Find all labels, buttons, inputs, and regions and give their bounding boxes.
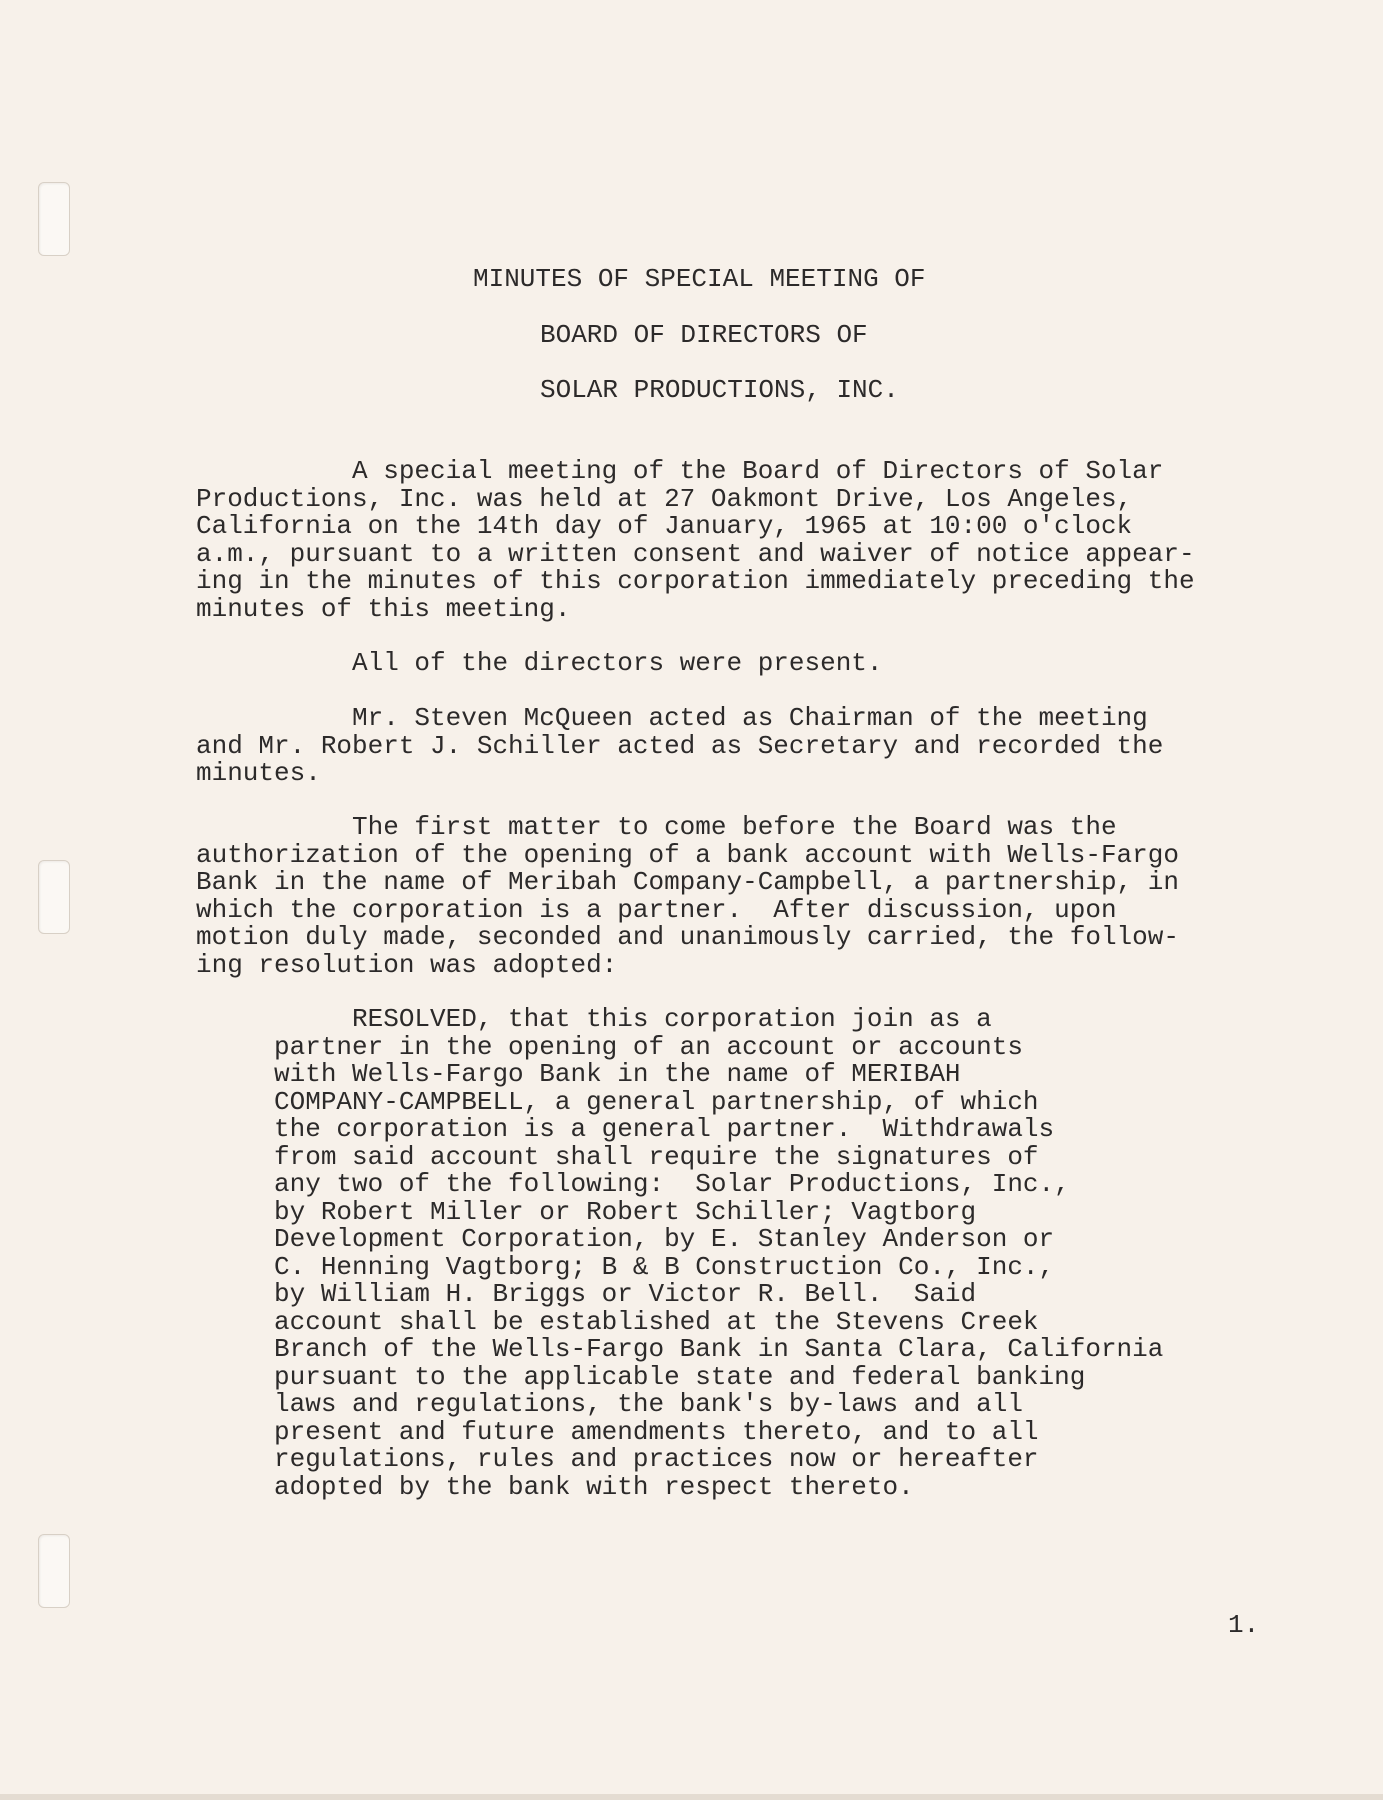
text-line: the corporation is a general partner. Withdrawals	[196, 1114, 1055, 1144]
text-line: minutes.	[196, 758, 321, 788]
text-line: which the corporation is a partner. After discussion, upon	[196, 894, 1117, 925]
text-line: partner in the opening of an account or accounts	[196, 1031, 1023, 1062]
page-number: 1.	[1228, 1610, 1260, 1640]
text-line: Mr. Steven McQueen acted as Chairman of the meeting	[196, 703, 1148, 733]
title-line-2: BOARD OF DIRECTORS OF	[540, 320, 868, 350]
title-line-3: SOLAR PRODUCTIONS, INC.	[540, 375, 899, 405]
text-line: Productions, Inc. was held at 27 Oakmont Drive, Los Angeles,	[196, 483, 1133, 514]
text-line: The first matter to come before the Board was the	[196, 812, 1117, 842]
binder-hole-bottom	[38, 1534, 70, 1608]
text-line: by Robert Miller or Robert Schiller; Vagtborg	[196, 1196, 977, 1227]
text-line: Branch of the Wells-Fargo Bank in Santa Clara, California	[196, 1334, 1164, 1364]
text-line: by William H. Briggs or Victor R. Bell. Said	[196, 1279, 977, 1309]
text-line: California on the 14th day of January, 1965 at 10:00 o'clock	[196, 511, 1133, 541]
paragraph-meeting-details	[196, 458, 1195, 623]
text-line: laws and regulations, the bank's by-laws and all	[196, 1389, 1023, 1419]
paragraph-first-matter	[196, 814, 1179, 979]
text-line: motion duly made, seconded and unanimously carried, the follow-	[196, 922, 1179, 952]
text-line: and Mr. Robert J. Schiller acted as Secretary and recorded the	[196, 730, 1164, 761]
text-line: pursuant to the applicable state and federal banking	[196, 1361, 1086, 1392]
text-line: RESOLVED, that this corporation join as a	[196, 1004, 992, 1034]
text-line: All of the directors were present.	[196, 648, 883, 678]
page-bottom-edge	[0, 1794, 1383, 1800]
binder-hole-middle	[38, 860, 70, 934]
text-line: Bank in the name of Meribah Company-Campbell, a partnership, in	[196, 867, 1179, 897]
text-line: authorization of the opening of a bank account with Wells-Fargo	[196, 839, 1179, 870]
text-line: ing resolution was adopted:	[196, 949, 618, 980]
text-line: A special meeting of the Board of Directors of Solar	[196, 456, 1164, 486]
title-line-1: MINUTES OF SPECIAL MEETING OF	[473, 264, 926, 294]
text-line: adopted by the bank with respect thereto.	[196, 1471, 914, 1502]
text-line: COMPANY-CAMPBELL, a general partnership, of which	[196, 1086, 1039, 1117]
text-line: with Wells-Fargo Bank in the name of MERIBAH	[196, 1059, 961, 1089]
text-line: C. Henning Vagtborg; B & B Construction Co., Inc.,	[196, 1251, 1055, 1282]
text-line: regulations, rules and practices now or hereafter	[196, 1444, 1039, 1474]
text-line: any two of the following: Solar Productions, Inc.,	[196, 1169, 1070, 1199]
text-line: minutes of this meeting.	[196, 593, 571, 624]
text-line: from said account shall require the signatures of	[196, 1141, 1039, 1172]
text-line: Development Corporation, by E. Stanley Anderson or	[196, 1224, 1055, 1254]
text-line: present and future amendments thereto, and to all	[196, 1416, 1039, 1447]
paragraph-attendance	[196, 650, 883, 678]
text-line: a.m., pursuant to a written consent and waiver of notice appear-	[196, 538, 1195, 569]
text-line: ing in the minutes of this corporation immediately preceding the	[196, 566, 1195, 596]
binder-hole-top	[38, 182, 70, 256]
text-line: account shall be established at the Stevens Creek	[196, 1306, 1039, 1337]
paragraph-officers	[196, 705, 1163, 788]
paragraph-resolution	[196, 1006, 1163, 1501]
